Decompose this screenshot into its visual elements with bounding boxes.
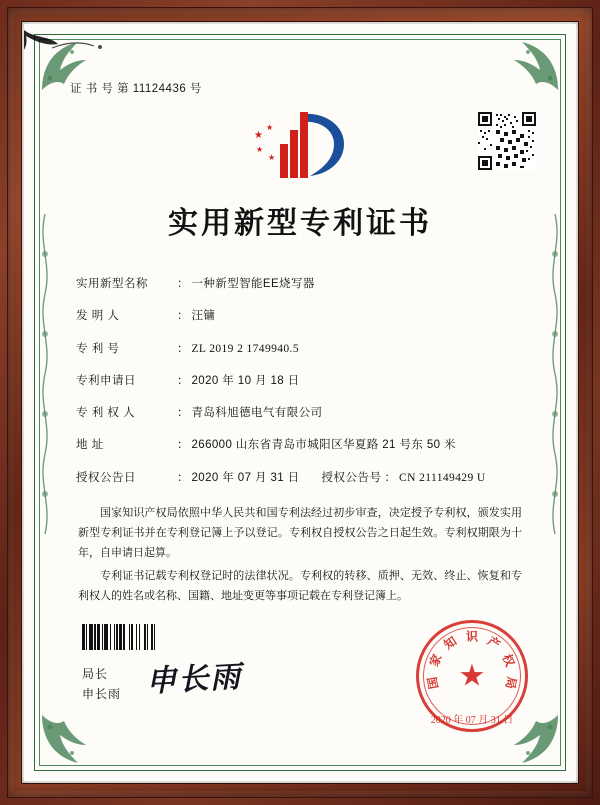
- field-row-address: [76, 437, 532, 454]
- field-label: 专 利 权 人: [76, 407, 136, 419]
- field-row-patent-number: [76, 341, 532, 358]
- qr-code: [478, 112, 536, 170]
- field-value-grant-number: CN 211149429 U: [399, 471, 486, 484]
- field-label-grant-date: 授权公告日: [76, 471, 136, 484]
- field-value: 266000 山东省青岛市城阳区华夏路 21 号东 50 米: [191, 439, 456, 452]
- field-value: 一种新型智能EE烧写器: [191, 278, 315, 290]
- field-separator: ：: [177, 407, 189, 419]
- field-row-patentee: [76, 405, 532, 422]
- seal-date: 2020 年 07 月 31 日: [430, 715, 514, 726]
- side-ornament-left-icon: [34, 214, 56, 534]
- svg-text:★: ★: [256, 145, 264, 154]
- signature-role: 局长: [82, 667, 109, 681]
- legal-text: [62, 503, 538, 607]
- field-row-grant-announcement: [76, 470, 532, 487]
- certificate-paper: [24, 24, 576, 781]
- field-label: 专利申请日: [76, 374, 136, 387]
- legal-paragraph-2: 专利证书记载专利权登记时的法律状况。专利权的转移、质押、无效、终止、恢复和专利权人的姓名或名称、国籍、地址变更等事项记载在专利登记簿上。: [78, 569, 522, 603]
- field-row-inventor: [76, 308, 532, 325]
- field-label: 专 利 号: [76, 342, 120, 355]
- seal-star-icon: ★: [458, 659, 486, 693]
- barcode: [82, 624, 214, 650]
- field-value-grant-date: 2020 年 07 月 31 日: [191, 471, 300, 484]
- signature-handwriting: 申长雨: [145, 660, 243, 699]
- page-title: 实用新型专利证书: [168, 207, 432, 240]
- field-list: [62, 276, 538, 487]
- field-label-grant-number: 授权公告号: [321, 471, 382, 484]
- corner-ornament-bottom-left-icon: [38, 711, 94, 767]
- side-ornament-right-icon: [544, 214, 566, 534]
- field-label: 实用新型名称: [76, 278, 148, 290]
- field-value: 青岛科旭德电气有限公司: [191, 407, 323, 419]
- field-separator: ：: [177, 471, 189, 484]
- field-value: ZL 2019 2 1749940.5: [191, 342, 299, 355]
- certificate-number: 证 书 号 第 11124436 号: [70, 83, 202, 95]
- field-separator: ：: [177, 439, 189, 452]
- field-separator: ：: [177, 342, 189, 355]
- signature-name: 申长雨: [82, 687, 122, 702]
- official-seal: [416, 620, 528, 732]
- field-row-application-date: [76, 373, 532, 390]
- field-label: 地 址: [76, 439, 104, 452]
- seal-ring-text: 国 家 知 识 产 权 局: [425, 629, 519, 690]
- signature-block: [82, 664, 121, 705]
- field-value: 2020 年 10 月 18 日: [191, 374, 300, 387]
- field-separator: ：: [177, 374, 189, 387]
- certificate-content: [62, 80, 538, 608]
- svg-text:★: ★: [254, 130, 263, 141]
- field-separator: ：: [384, 471, 397, 484]
- legal-paragraph-1: 国家知识产权局依照中华人民共和国专利法经过初步审查，决定授予专利权，颁发实用新型专利证书并在专利登记簿上予以登记。专利权自授权公告之日起生效。专利权期限为十年，自申请日起算。: [78, 506, 522, 560]
- svg-text:★: ★: [268, 153, 276, 162]
- field-separator: ：: [177, 310, 189, 323]
- svg-text:★: ★: [266, 123, 274, 132]
- field-row-utility-model-name: [76, 276, 532, 293]
- field-value: 汪镛: [191, 310, 216, 323]
- field-separator: ：: [177, 278, 189, 290]
- cnipa-logo-icon: [240, 108, 360, 184]
- field-label: 发 明 人: [76, 310, 120, 323]
